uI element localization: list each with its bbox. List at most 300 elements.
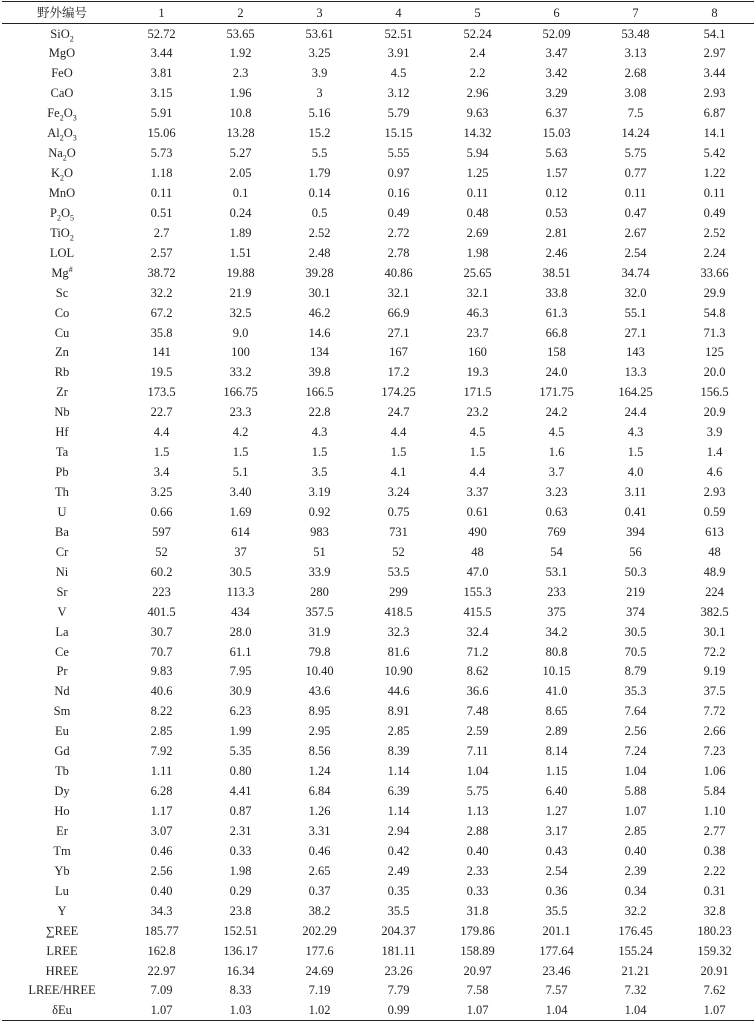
table-cell: 46.3 <box>466 305 489 320</box>
table-cell: 4.2 <box>232 425 249 440</box>
row-label: Ta <box>55 445 69 460</box>
table-cell: 1.96 <box>229 86 252 101</box>
row-label: Nb <box>54 405 70 420</box>
table-cell: 0.66 <box>150 504 173 519</box>
table-row <box>2 103 754 123</box>
table-cell: 0.77 <box>624 166 647 181</box>
row-label: Sr <box>56 584 68 599</box>
table-cell: 7.32 <box>624 983 647 998</box>
row-label: Yb <box>54 863 70 878</box>
table-cell: 2.24 <box>703 245 726 260</box>
table-row <box>2 781 754 801</box>
row-label: $Al_2O_3$ <box>47 126 77 143</box>
table-cell: 0.99 <box>359 1000 438 1020</box>
table-cell: 0.63 <box>545 504 568 519</box>
table-cell: 24.2 <box>545 405 568 420</box>
table-cell: 15.06 <box>147 126 176 141</box>
table-cell: 9.63 <box>466 106 489 121</box>
table-cell: 8.79 <box>624 664 647 679</box>
table-cell: 357.5 <box>305 604 334 619</box>
table-cell: 0.33 <box>229 843 252 858</box>
table-cell: 1.92 <box>229 46 252 61</box>
table-cell: 50.3 <box>624 564 647 579</box>
table-cell: 3.15 <box>150 86 173 101</box>
table-cell: 30.9 <box>229 684 252 699</box>
table-cell: 0.29 <box>229 883 252 898</box>
table-cell: 3.31 <box>308 823 331 838</box>
table-cell: 4.3 <box>311 425 328 440</box>
table-cell: 10.90 <box>384 664 413 679</box>
table-cell: 17.2 <box>387 365 410 380</box>
table-cell: 7.58 <box>466 983 489 998</box>
table-cell: 2.81 <box>545 225 568 240</box>
table-cell: 0.48 <box>466 205 489 220</box>
table-row <box>2 343 754 363</box>
table-cell: 39.8 <box>308 365 331 380</box>
table-cell: 7.48 <box>466 704 489 719</box>
table-cell: 155.3 <box>463 584 492 599</box>
row-label: Sm <box>53 704 71 719</box>
table-cell: 34.3 <box>150 903 173 918</box>
table-cell: 2.49 <box>387 863 410 878</box>
table-cell: 204.37 <box>381 923 416 938</box>
table-row <box>2 482 754 502</box>
table-cell: 14.1 <box>703 126 726 141</box>
table-cell: 2.54 <box>624 245 647 260</box>
table-cell: 70.7 <box>150 644 173 659</box>
table-cell: 19.5 <box>150 365 173 380</box>
table-cell: 4.5 <box>469 425 486 440</box>
table-cell: 2.56 <box>624 724 647 739</box>
table-cell: 3.9 <box>706 425 723 440</box>
table-cell: 2.93 <box>703 485 726 500</box>
row-label: LOL <box>49 245 75 260</box>
table-cell: 7.79 <box>387 983 410 998</box>
table-cell: 30.5 <box>229 564 252 579</box>
table-cell: 60.2 <box>150 564 173 579</box>
table-cell: 53.61 <box>305 26 334 41</box>
table-cell: 2.48 <box>308 245 331 260</box>
table-cell: 5.79 <box>387 106 410 121</box>
table-cell: 201.1 <box>542 923 571 938</box>
table-cell: 61.1 <box>229 644 252 659</box>
table-cell: 0.75 <box>387 504 410 519</box>
table-row <box>2 303 754 323</box>
table-cell: 219 <box>626 584 645 599</box>
table-cell: 2.33 <box>466 863 489 878</box>
table-cell: 152.51 <box>223 923 258 938</box>
table-cell: 32.1 <box>466 285 489 300</box>
table-cell: 171.5 <box>463 385 492 400</box>
table-cell: 48 <box>471 544 484 559</box>
table-cell: 2.52 <box>308 225 331 240</box>
table-cell: 35.3 <box>624 684 647 699</box>
table-cell: 3.5 <box>311 465 328 480</box>
table-cell: 3.44 <box>703 66 726 81</box>
table-cell: 22.8 <box>308 405 331 420</box>
table-cell: 2.96 <box>466 86 489 101</box>
table-cell: 72.2 <box>703 644 726 659</box>
table-cell: 4.1 <box>390 465 407 480</box>
table-row <box>2 542 754 562</box>
table-cell: 67.2 <box>150 305 173 320</box>
table-cell: 1.15 <box>545 764 568 779</box>
table-cell: 0.46 <box>308 843 331 858</box>
table-cell: 0.46 <box>150 843 173 858</box>
table-cell: 223 <box>152 584 171 599</box>
row-label: Cr <box>55 544 69 559</box>
table-cell: 31.9 <box>308 624 331 639</box>
table-cell: 0.49 <box>703 205 726 220</box>
table-cell: 53.48 <box>621 26 650 41</box>
table-cell: 6.39 <box>387 784 410 799</box>
table-cell: 54 <box>550 544 563 559</box>
table-row <box>2 941 754 961</box>
table-cell: 5.84 <box>703 784 726 799</box>
table-cell: 71.3 <box>703 325 726 340</box>
table-cell: 0.97 <box>387 166 410 181</box>
table-row <box>2 662 754 682</box>
table-cell: 24.4 <box>624 405 647 420</box>
table-cell: 7.64 <box>624 704 647 719</box>
table-cell: 9.19 <box>703 664 726 679</box>
table-cell: 1.25 <box>466 166 489 181</box>
table-cell: 181.11 <box>381 943 416 958</box>
row-label: Mg# <box>51 264 73 280</box>
table-cell: 1.14 <box>387 764 410 779</box>
table-cell: 38.72 <box>147 265 176 280</box>
table-cell: 0.11 <box>466 185 489 200</box>
table-cell: 9.83 <box>150 664 173 679</box>
table-cell: 8.56 <box>308 744 331 759</box>
table-row <box>2 1000 754 1020</box>
table-cell: 0.53 <box>545 205 568 220</box>
table-cell: 15.15 <box>384 126 413 141</box>
table-cell: 0.14 <box>308 185 331 200</box>
table-cell: 2.85 <box>150 724 173 739</box>
table-cell: 10.15 <box>542 664 571 679</box>
table-cell: 1.04 <box>466 764 489 779</box>
table-cell: 434 <box>231 604 250 619</box>
table-row <box>2 323 754 343</box>
row-label: $Na_2O$ <box>48 146 76 163</box>
table-cell: 5.35 <box>229 744 252 759</box>
table-cell: 53.65 <box>226 26 255 41</box>
table-cell: 30.7 <box>150 624 173 639</box>
table-cell: 51 <box>313 544 326 559</box>
table-row <box>2 961 754 981</box>
table-cell: 2.88 <box>466 823 489 838</box>
row-label: $Fe_2O_3$ <box>47 106 77 123</box>
table-cell: 2.57 <box>150 245 173 260</box>
table-cell: 0.34 <box>624 883 647 898</box>
table-cell: 0.59 <box>703 504 726 519</box>
table-cell: 20.97 <box>463 963 492 978</box>
row-label: $P_2O_5$ <box>50 205 74 223</box>
table-cell: 597 <box>152 524 171 539</box>
table-row <box>2 681 754 701</box>
table-cell: 1.03 <box>201 1000 280 1020</box>
table-cell: 71.2 <box>466 644 489 659</box>
table-cell: 41.0 <box>545 684 568 699</box>
table-cell: 1.18 <box>150 166 173 181</box>
table-cell: 38.51 <box>542 265 571 280</box>
table-cell: 1.99 <box>229 724 252 739</box>
table-cell: 43.6 <box>308 684 331 699</box>
table-cell: 54.1 <box>703 26 726 41</box>
table-row <box>2 24 754 44</box>
table-cell: 2.69 <box>466 225 489 240</box>
table-cell: 125 <box>705 345 724 360</box>
table-cell: 1.51 <box>229 245 252 260</box>
table-cell: 15.03 <box>542 126 571 141</box>
row-label: V <box>57 604 67 619</box>
row-label: Gd <box>54 744 70 759</box>
table-cell: 1.5 <box>627 445 644 460</box>
row-label: Tm <box>53 843 71 858</box>
table-cell: 32.3 <box>387 624 410 639</box>
table-cell: 40.86 <box>384 265 413 280</box>
table-row <box>2 243 754 263</box>
table-cell: 27.1 <box>387 325 410 340</box>
table-cell: 171.75 <box>539 385 574 400</box>
table-cell: 3.4 <box>153 465 170 480</box>
table-cell: 32.0 <box>624 285 647 300</box>
table-row <box>2 283 754 303</box>
table-cell: 159.32 <box>697 943 732 958</box>
table-cell: 4.4 <box>390 425 407 440</box>
table-row <box>2 761 754 781</box>
table-cell: 2.97 <box>703 46 726 61</box>
table-cell: 30.1 <box>703 624 726 639</box>
table-row <box>2 821 754 841</box>
table-cell: 52 <box>392 544 405 559</box>
table-cell: 33.8 <box>545 285 568 300</box>
table-cell: 490 <box>468 524 487 539</box>
row-label: Dy <box>54 784 70 799</box>
table-cell: 23.3 <box>229 405 252 420</box>
row-label: TiO$_2$ <box>50 225 74 243</box>
row-label: Zn <box>55 345 69 360</box>
table-cell: 3.08 <box>624 86 647 101</box>
row-label: Zr <box>56 385 68 400</box>
table-cell: 0.31 <box>703 883 726 898</box>
row-label: FeO <box>51 66 73 81</box>
table-cell: 3.7 <box>548 465 565 480</box>
table-cell: 5.88 <box>624 784 647 799</box>
table-cell: 3.11 <box>624 485 647 500</box>
table-cell: 2.65 <box>308 863 331 878</box>
table-cell: 0.87 <box>229 804 252 819</box>
header-sample-2: 2 <box>201 2 280 24</box>
table-row <box>2 602 754 622</box>
table-row <box>2 901 754 921</box>
table-cell: 1.79 <box>308 166 331 181</box>
row-label: MnO <box>48 185 76 200</box>
row-label: MgO <box>48 46 76 61</box>
table-cell: 174.25 <box>381 385 416 400</box>
table-cell: 1.5 <box>469 445 486 460</box>
table-cell: 2.68 <box>624 66 647 81</box>
table-cell: 164.25 <box>618 385 653 400</box>
row-label: Ce <box>55 644 69 659</box>
table-cell: 24.69 <box>305 963 334 978</box>
table-row <box>2 622 754 642</box>
table-cell: 5.55 <box>387 146 410 161</box>
table-cell: 1.6 <box>548 445 565 460</box>
table-cell: 1.98 <box>229 863 252 878</box>
table-cell: 5.91 <box>150 106 173 121</box>
row-label: LREE/HREE <box>28 983 96 998</box>
table-cell: 7.19 <box>308 983 331 998</box>
table-cell: 2.94 <box>387 823 410 838</box>
table-cell: 21.21 <box>621 963 650 978</box>
table-cell: 2.39 <box>624 863 647 878</box>
table-cell: 0.40 <box>624 843 647 858</box>
table-cell: 23.26 <box>384 963 413 978</box>
table-cell: 34.2 <box>545 624 568 639</box>
table-row <box>2 362 754 382</box>
table-row <box>2 43 754 63</box>
table-cell: 0.47 <box>624 205 647 220</box>
table-cell: 5.63 <box>545 146 568 161</box>
table-cell: 33.2 <box>229 365 252 380</box>
table-cell: 0.5 <box>311 205 328 220</box>
table-cell: 19.3 <box>466 365 489 380</box>
table-cell: 4.0 <box>627 465 644 480</box>
table-cell: 113.3 <box>226 584 255 599</box>
table-cell: 1.02 <box>280 1000 359 1020</box>
table-cell: 8.14 <box>545 744 568 759</box>
table-cell: 7.62 <box>703 983 726 998</box>
table-cell: 5.75 <box>466 784 489 799</box>
table-cell: 374 <box>626 604 645 619</box>
table-row <box>2 462 754 482</box>
table-cell: 3.9 <box>311 66 328 81</box>
table-cell: 280 <box>310 584 329 599</box>
table-row <box>2 841 754 861</box>
table-cell: 176.45 <box>618 923 653 938</box>
table-cell: 2.85 <box>387 724 410 739</box>
table-cell: 23.7 <box>466 325 489 340</box>
table-cell: 731 <box>389 524 408 539</box>
table-cell: 3.40 <box>229 485 252 500</box>
table-cell: 55.1 <box>624 305 647 320</box>
table-cell: 613 <box>705 524 724 539</box>
table-row <box>2 143 754 163</box>
table-row <box>2 801 754 821</box>
row-label: Co <box>54 305 70 320</box>
table-cell: 1.5 <box>232 445 249 460</box>
table-cell: 36.6 <box>466 684 489 699</box>
row-label: CaO <box>50 86 74 101</box>
table-cell: 1.14 <box>387 804 410 819</box>
table-cell: 6.28 <box>150 784 173 799</box>
table-cell: 7.92 <box>150 744 173 759</box>
table-cell: 3.23 <box>545 485 568 500</box>
table-cell: 8.91 <box>387 704 410 719</box>
table-cell: 6.84 <box>308 784 331 799</box>
table-cell: 1.07 <box>675 1000 754 1020</box>
table-cell: 66.8 <box>545 325 568 340</box>
table-cell: 10.8 <box>229 106 252 121</box>
table-cell: 179.86 <box>460 923 495 938</box>
table-cell: 20.0 <box>703 365 726 380</box>
table-cell: 177.64 <box>539 943 574 958</box>
table-cell: 14.32 <box>463 126 492 141</box>
table-row <box>2 642 754 662</box>
header-row <box>2 2 754 24</box>
table-cell: 8.33 <box>229 983 252 998</box>
table-cell: 7.57 <box>545 983 568 998</box>
table-cell: 39.28 <box>305 265 334 280</box>
row-label: ∑REE <box>45 923 79 938</box>
table-cell: 30.1 <box>308 285 331 300</box>
table-cell: 2.05 <box>229 166 252 181</box>
table-cell: 202.29 <box>302 923 337 938</box>
table-cell: 28.0 <box>229 624 252 639</box>
table-cell: 1.22 <box>703 166 726 181</box>
table-cell: 7.09 <box>150 983 173 998</box>
table-cell: 5.42 <box>703 146 726 161</box>
row-label: SiO$_2$ <box>50 26 74 44</box>
table-cell: 20.91 <box>700 963 729 978</box>
table-cell: 0.11 <box>703 185 726 200</box>
table-cell: 1.89 <box>229 225 252 240</box>
table-cell: 158.89 <box>460 943 495 958</box>
table-cell: 1.07 <box>122 1000 201 1020</box>
table-cell: 32.5 <box>229 305 252 320</box>
table-cell: 2.52 <box>703 225 726 240</box>
table-cell: 33.9 <box>308 564 331 579</box>
table-cell: 14.6 <box>308 325 331 340</box>
table-cell: 2.95 <box>308 724 331 739</box>
table-cell: 1.04 <box>596 1000 675 1020</box>
row-label: Tb <box>55 764 69 779</box>
table-cell: 27.1 <box>624 325 647 340</box>
table-cell: 37.5 <box>703 684 726 699</box>
table-cell: 0.24 <box>229 205 252 220</box>
row-label: Nd <box>54 684 70 699</box>
table-cell: 2.77 <box>703 823 726 838</box>
table-cell: 20.9 <box>703 405 726 420</box>
table-cell: 2.31 <box>229 823 252 838</box>
header-field-number: 野外编号 <box>2 2 122 24</box>
row-label: Lu <box>55 883 69 898</box>
table-cell: 1.98 <box>466 245 489 260</box>
table-cell: 4.4 <box>469 465 486 480</box>
table-cell: 32.1 <box>387 285 410 300</box>
row-label: HREE <box>45 963 79 978</box>
table-cell: 3.29 <box>545 86 568 101</box>
table-cell: 3.81 <box>150 66 173 81</box>
table-cell: 180.23 <box>697 923 732 938</box>
table-cell: 53.5 <box>387 564 410 579</box>
row-label: Hf <box>55 425 69 440</box>
table-cell: 24.7 <box>387 405 410 420</box>
table-cell: 100 <box>231 345 250 360</box>
table-cell: 48 <box>708 544 721 559</box>
table-cell: 177.6 <box>305 943 334 958</box>
row-label: $K_2O$ <box>50 166 74 183</box>
table-cell: 0.11 <box>150 185 173 200</box>
table-cell: 1.07 <box>624 804 647 819</box>
table-cell: 2.89 <box>545 724 568 739</box>
table-cell: 3.25 <box>308 46 331 61</box>
header-sample-1: 1 <box>122 2 201 24</box>
table-cell: 5.16 <box>308 106 331 121</box>
table-row <box>2 203 754 223</box>
